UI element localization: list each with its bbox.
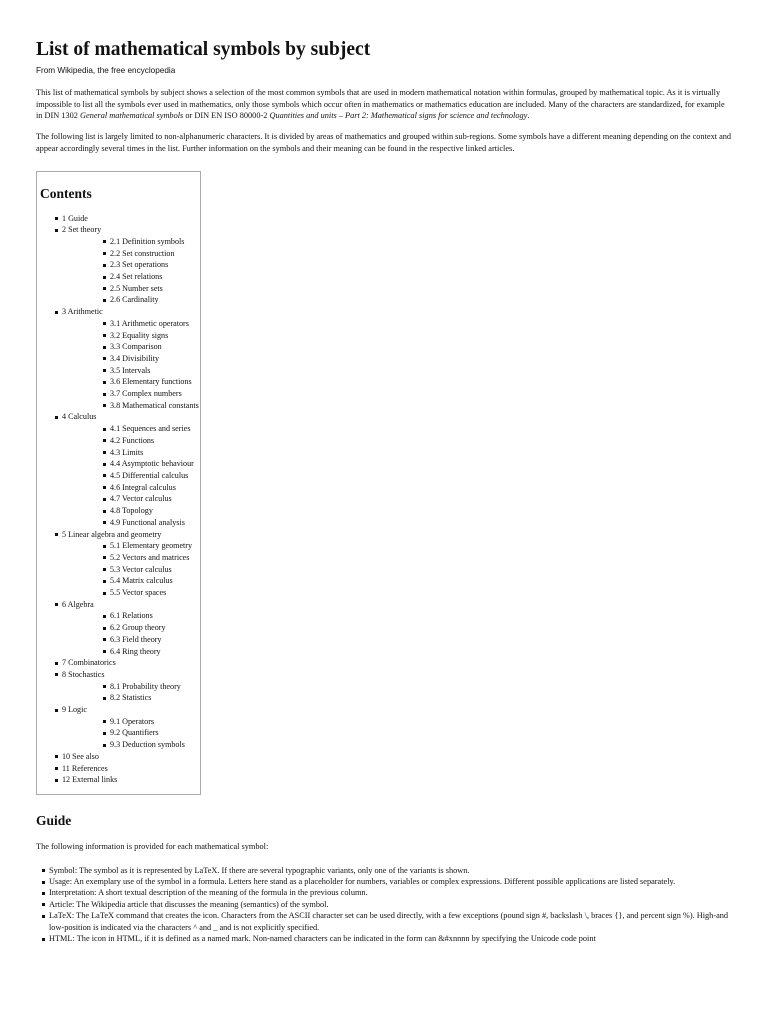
toc-sublink[interactable]: 6.3 Field theory	[110, 634, 162, 644]
toc-sublist	[62, 681, 200, 704]
toc-sublink[interactable]: 3.4 Divisibility	[110, 353, 160, 363]
toc-link[interactable]: 12 External links	[62, 775, 118, 785]
toc-subitem	[62, 482, 200, 494]
toc-link[interactable]: 7 Combinatorics	[62, 658, 116, 668]
toc-item	[40, 599, 200, 658]
toc-subitem	[62, 646, 200, 658]
toc-subitem	[62, 610, 200, 622]
toc-subitem	[62, 564, 200, 576]
toc-sublink[interactable]: 3.5 Intervals	[110, 365, 151, 375]
toc-sublink[interactable]: 3.1 Arithmetic operators	[110, 318, 189, 328]
toc-sublink[interactable]: 3.2 Equality signs	[110, 330, 169, 340]
guide-item: LaTeX: The LaTeX command that creates the icon. Characters from the ASCII character set can be used directly, with a few exceptions (pound sign #, backslash \, braces {}, and percent sign %). High-and low-position is indicated via the characters ^ and _ and is not explicitly specified.	[36, 910, 732, 933]
toc-subitem	[62, 458, 200, 470]
toc-sublink[interactable]: 2.3 Set operations	[110, 260, 169, 270]
toc-sublink[interactable]: 8.2 Statistics	[110, 693, 152, 703]
guide-item: HTML: The icon in HTML, if it is defined as a named mark. Non-named characters can be indicated in the form can &#xnnnn by specifying the Unicode code point	[36, 933, 732, 944]
intro-text: This list of mathematical symbols by subject shows a selection of the most common symbols that are used in modern mathematical notation within formulas, grouped by mathematical topic. As it is virtually impossible to list all the symbols ever used in mathematics, only those symbols which occur often in mathematics or mathematics education are included. Many of the characters are standardized, for example in DIN 1302	[36, 88, 725, 121]
toc-sublink[interactable]: 4.7 Vector calculus	[110, 494, 172, 504]
toc-item	[40, 704, 200, 751]
intro-paragraph-1	[36, 87, 732, 122]
toc-subitem	[62, 505, 200, 517]
toc-item	[40, 763, 200, 775]
toc-subitem	[62, 400, 200, 412]
page-tagline: From Wikipedia, the free encyclopedia	[36, 66, 176, 75]
intro-end: .	[527, 111, 530, 121]
toc-sublink[interactable]: 2.4 Set relations	[110, 272, 163, 282]
toc-subitem	[62, 341, 200, 353]
toc-sublink[interactable]: 4.2 Functions	[110, 435, 155, 445]
toc-subitem	[62, 388, 200, 400]
toc-item	[40, 751, 200, 763]
toc-sublink[interactable]: 4.6 Integral calculus	[110, 482, 176, 492]
toc-sublist	[62, 318, 200, 412]
toc-heading: Contents	[40, 185, 92, 201]
toc-subitem	[62, 271, 200, 283]
toc-subitem	[62, 318, 200, 330]
toc-sublink[interactable]: 3.8 Mathematical constants	[110, 400, 199, 410]
intro-connector: or DIN EN ISO 80000-2	[183, 111, 270, 121]
toc-item	[40, 774, 200, 786]
toc-link[interactable]: 6 Algebra	[62, 599, 94, 609]
toc-subitem	[62, 587, 200, 599]
toc-sublist	[62, 610, 200, 657]
toc-item	[40, 411, 200, 528]
toc-sublink[interactable]: 5.1 Elementary geometry	[110, 541, 193, 551]
toc-subitem	[62, 692, 200, 704]
toc-sublink[interactable]: 5.4 Matrix calculus	[110, 576, 173, 586]
toc-sublink[interactable]: 6.1 Relations	[110, 611, 153, 621]
toc-sublink[interactable]: 3.6 Elementary functions	[110, 377, 192, 387]
toc-subitem	[62, 634, 200, 646]
toc-subitem	[62, 259, 200, 271]
toc-subitem	[62, 283, 200, 295]
toc-sublink[interactable]: 5.5 Vector spaces	[110, 588, 167, 598]
guide-item: Interpretation: A short textual description of the meaning of the formula in the previous column.	[36, 887, 732, 898]
guide-intro: The following information is provided for each mathematical symbol:	[36, 841, 269, 851]
toc-subitem	[62, 470, 200, 482]
section-heading-guide: Guide	[36, 812, 72, 828]
toc-sublink[interactable]: 2.1 Definition symbols	[110, 236, 185, 246]
toc-sublink[interactable]: 4.3 Limits	[110, 447, 144, 457]
toc-subitem	[62, 248, 200, 260]
toc-sublink[interactable]: 4.1 Sequences and series	[110, 424, 191, 434]
toc-item	[40, 657, 200, 669]
guide-item: Usage: An exemplary use of the symbol in a formula. Letters here stand as a placeholder for numbers, variables or complex expressions. Different possible applications are listed separately.	[36, 876, 732, 887]
toc-sublink[interactable]: 5.2 Vectors and matrices	[110, 552, 190, 562]
toc-subitem	[62, 727, 200, 739]
toc-sublink[interactable]: 3.3 Comparison	[110, 342, 162, 352]
toc-sublink[interactable]: 9.3 Deduction symbols	[110, 740, 185, 750]
toc-sublink[interactable]: 8.1 Probability theory	[110, 681, 181, 691]
iso-80000-2-title: Quantities and units – Part 2: Mathematical signs for science and technology	[269, 111, 528, 121]
toc-item	[40, 669, 200, 704]
toc-subitem	[62, 622, 200, 634]
toc-sublink[interactable]: 2.5 Number sets	[110, 283, 163, 293]
toc-sublist	[62, 716, 200, 751]
toc-subitem	[62, 716, 200, 728]
toc-link[interactable]: 10 See also	[62, 751, 99, 761]
toc-subitem	[62, 517, 200, 529]
din-1302-title: General mathematical symbols	[80, 111, 184, 121]
toc-link[interactable]: 5 Linear algebra and geometry	[62, 529, 162, 539]
toc-link[interactable]: 4 Calculus	[62, 412, 97, 422]
toc-link[interactable]: 11 References	[62, 763, 108, 773]
toc-subitem	[62, 353, 200, 365]
toc-sublink[interactable]: 6.4 Ring theory	[110, 646, 161, 656]
toc-link[interactable]: 3 Arithmetic	[62, 307, 103, 317]
toc-sublist	[62, 540, 200, 599]
toc-sublink[interactable]: 5.3 Vector calculus	[110, 564, 172, 574]
toc-sublink[interactable]: 4.9 Functional analysis	[110, 517, 185, 527]
toc-sublist	[62, 236, 200, 306]
toc-link[interactable]: 9 Logic	[62, 705, 87, 715]
toc-sublink[interactable]: 4.4 Asymptotic behaviour	[110, 459, 194, 469]
intro-paragraph-2: The following list is largely limited to non-alphanumeric characters. It is divided by areas of mathematics and grouped within sub-regions. Some symbols have a different meaning depending on the context and appear accordingly several times in the list. Further information on the symbols and their meaning can be found in the respective linked articles.	[36, 132, 732, 153]
toc-sublink[interactable]: 3.7 Complex numbers	[110, 389, 182, 399]
toc-subitem	[62, 423, 200, 435]
toc-item	[40, 213, 200, 225]
guide-item: Article: The Wikipedia article that discusses the meaning (semantics) of the symbol.	[36, 899, 732, 910]
toc-subitem	[62, 540, 200, 552]
toc-sublink[interactable]: 2.2 Set construction	[110, 248, 175, 258]
toc-sublink[interactable]: 4.5 Differential calculus	[110, 470, 189, 480]
toc-sublist	[62, 423, 200, 528]
toc-sublink[interactable]: 9.2 Quantifiers	[110, 728, 159, 738]
toc-sublink[interactable]: 2.6 Cardinality	[110, 295, 159, 305]
toc-subitem	[62, 365, 200, 377]
guide-item: Symbol: The symbol as it is represented by LaTeX. If there are several typographic variants, only one of the variants is shown.	[36, 865, 732, 876]
toc-subitem	[62, 447, 200, 459]
toc-item	[40, 306, 200, 411]
toc-subitem	[62, 236, 200, 248]
toc-item	[40, 224, 200, 306]
toc-subitem	[62, 493, 200, 505]
toc-sublink[interactable]: 4.8 Topology	[110, 506, 153, 516]
page-title: List of mathematical symbols by subject	[36, 39, 371, 60]
table-of-contents	[36, 171, 201, 795]
toc-subitem	[62, 294, 200, 306]
toc-sublink[interactable]: 9.1 Operators	[110, 716, 155, 726]
toc-subitem	[62, 739, 200, 751]
toc-link[interactable]: 8 Stochastics	[62, 669, 105, 679]
toc-subitem	[62, 330, 200, 342]
toc-link[interactable]: 1 Guide	[62, 213, 88, 223]
toc-item	[40, 529, 200, 599]
toc-sublink[interactable]: 6.2 Group theory	[110, 623, 166, 633]
toc-subitem	[62, 681, 200, 693]
toc-link[interactable]: 2 Set theory	[62, 225, 102, 235]
toc-subitem	[62, 435, 200, 447]
toc-list	[40, 213, 200, 786]
toc-subitem	[62, 376, 200, 388]
toc-subitem	[62, 552, 200, 564]
toc-subitem	[62, 575, 200, 587]
guide-list	[36, 865, 732, 945]
